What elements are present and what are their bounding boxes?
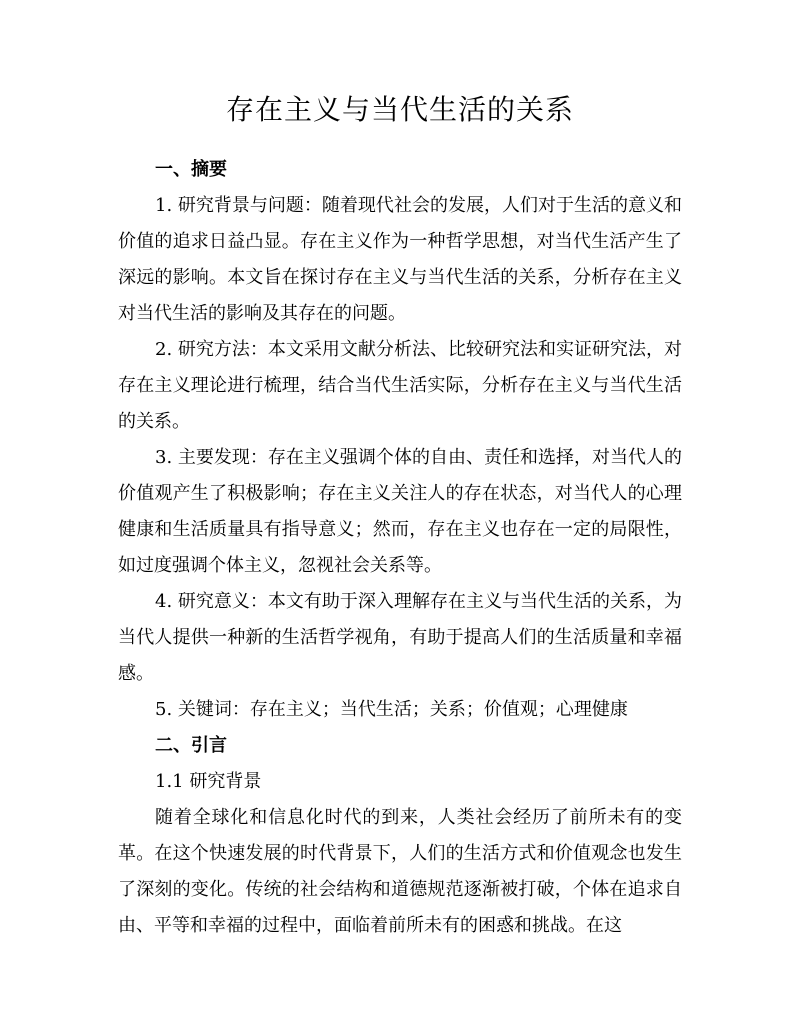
document-page	[118, 88, 682, 944]
intro-subheading-background: 1.1 研究背景	[155, 771, 262, 792]
abstract-paragraph-findings: 3. 主要发现：存在主义强调个体的自由、责任和选择，对当代人的价值观产生了积极影响；存在主义关注人的存在状态，对当代人的心理健康和生活质量具有指导意义；然而，存在主义也存在一定的局限性，如过度强调个体主义，忽视社会关系等。	[118, 447, 682, 576]
section-heading-intro: 二、引言	[155, 735, 227, 756]
abstract-paragraph-keywords: 5. 关键词：存在主义；当代生活；关系；价值观；心理健康	[155, 699, 628, 720]
document-title: 存在主义与当代生活的关系	[225, 93, 574, 126]
abstract-paragraph-background: 1. 研究背景与问题：随着现代社会的发展，人们对于生活的意义和价值的追求日益凸显。存在主义作为一种哲学思想，对当代生活产生了深远的影响。本文旨在探讨存在主义与当代生活的关系，分析存在主义对当代生活的影响及其存在的问题。	[118, 195, 682, 324]
abstract-paragraph-methods: 2. 研究方法：本文采用文献分析法、比较研究法和实证研究法，对存在主义理论进行梳理，结合当代生活实际，分析存在主义与当代生活的关系。	[118, 339, 682, 432]
section-heading-abstract: 一、摘要	[155, 159, 227, 180]
abstract-paragraph-significance: 4. 研究意义：本文有助于深入理解存在主义与当代生活的关系，为当代人提供一种新的生活哲学视角，有助于提高人们的生活质量和幸福感。	[118, 591, 682, 684]
intro-paragraph: 随着全球化和信息化时代的到来，人类社会经历了前所未有的变革。在这个快速发展的时代背景下，人们的生活方式和价值观念也发生了深刻的变化。传统的社会结构和道德规范逐渐被打破，个体在追求自由、平等和幸福的过程中，面临着前所未有的困惑和挑战。在这	[118, 807, 682, 936]
